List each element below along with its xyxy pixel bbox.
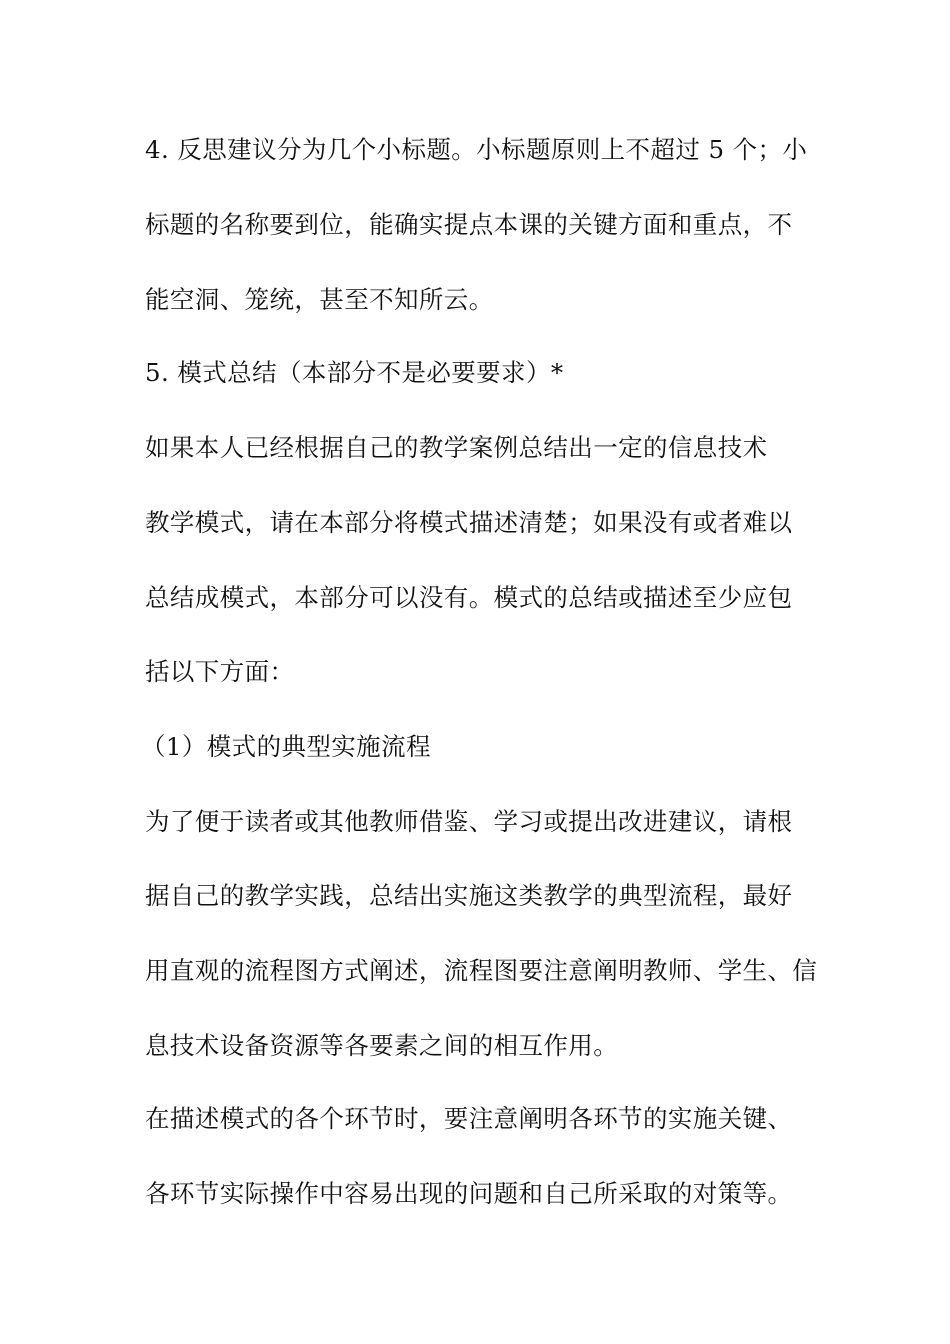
text-line: 教学模式，请在本部分将模式描述清楚；如果没有或者难以 [145,508,793,537]
subsection-heading: （1）模式的典型实施流程 [141,732,431,761]
text-line: 标题的名称要到位，能确实提点本课的关键方面和重点，不 [145,210,793,239]
text-line: 为了便于读者或其他教师借鉴、学习或提出改进建议，请根 [145,807,793,836]
section-heading: 5. 模式总结（本部分不是必要要求）* [145,358,564,387]
text-line: 括以下方面： [145,657,295,686]
text-line: 总结成模式，本部分可以没有。模式的总结或描述至少应包 [145,583,793,612]
text-line: 用直观的流程图方式阐述，流程图要注意阐明教师、学生、信 [145,956,818,985]
text-line: 如果本人已经根据自己的教学案例总结出一定的信息技术 [145,433,768,462]
text-line: 能空洞、笼统，甚至不知所云。 [145,285,494,314]
text-line: 4. 反思建议分为几个小标题。小标题原则上不超过 5 个；小 [145,135,808,164]
text-line: 各环节实际操作中容易出现的问题和自己所采取的对策等。 [145,1179,793,1208]
text-line: 在描述模式的各个环节时，要注意阐明各环节的实施关键、 [145,1104,793,1133]
text-line: 息技术设备资源等各要素之间的相互作用。 [145,1031,619,1060]
text-line: 据自己的教学实践，总结出实施这类教学的典型流程，最好 [145,881,793,910]
